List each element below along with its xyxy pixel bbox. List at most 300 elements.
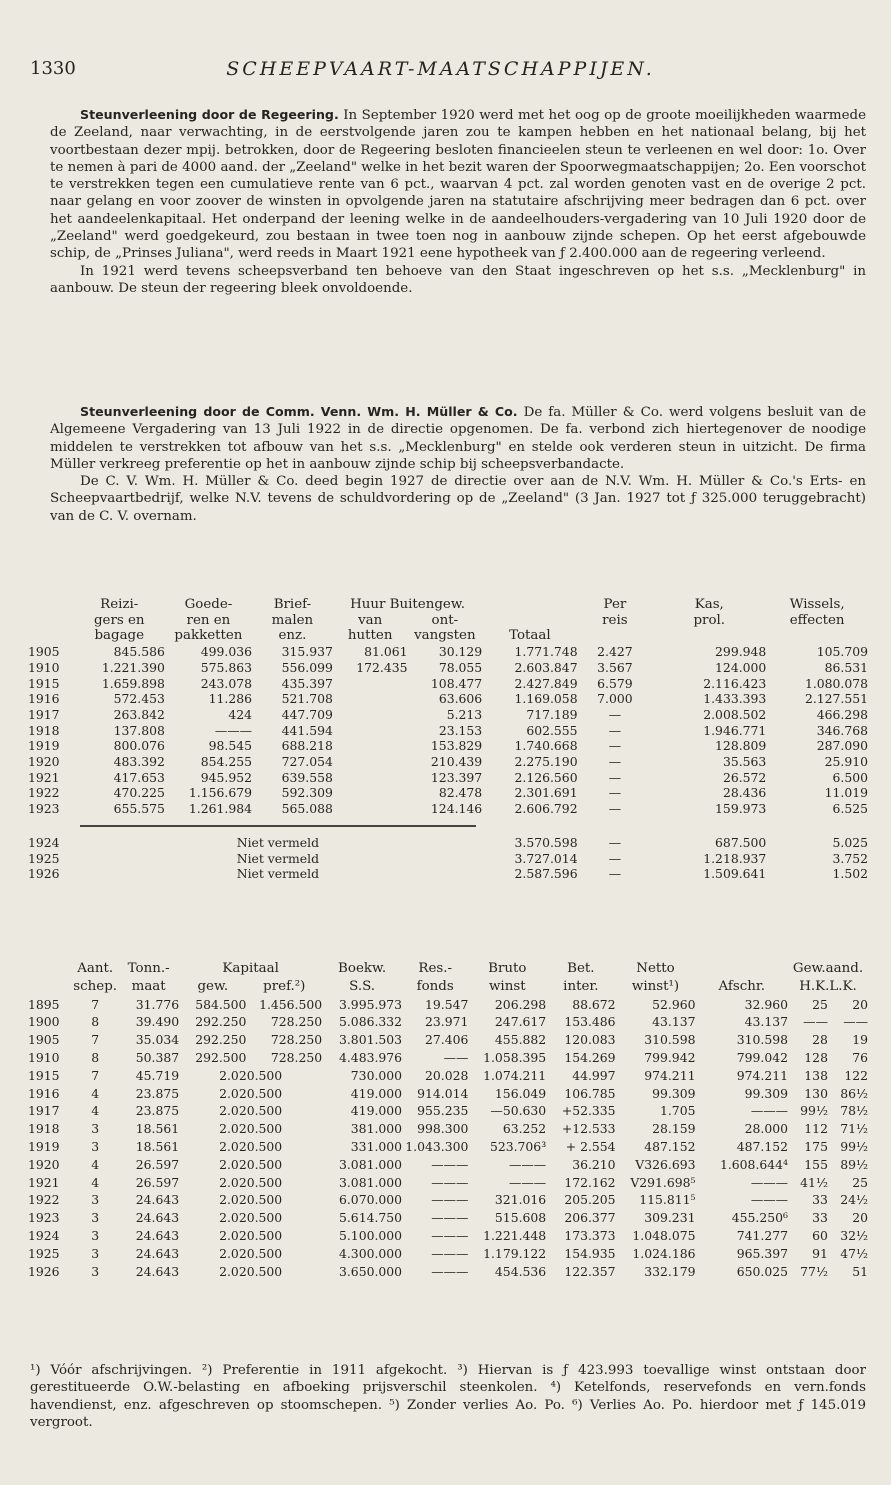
cell-reizigers: 1.659.898 xyxy=(101,675,165,691)
cell-reizigers: 845.586 xyxy=(113,644,165,660)
row-year: 1915 xyxy=(28,675,60,691)
cell-netto: 799.942 xyxy=(644,1049,696,1065)
cell-afschr: 650.025 xyxy=(736,1263,788,1279)
cell-tonn: 18.561 xyxy=(135,1138,180,1154)
cell-afschr: 487.152 xyxy=(736,1138,788,1154)
row-year: 1900 xyxy=(28,1014,60,1030)
cell-huur-buitengew: 82.478 xyxy=(438,785,483,801)
cell-bet: 122.357 xyxy=(564,1263,616,1279)
cell-aant: 3 xyxy=(91,1192,100,1208)
cell-kas: 1.218.937 xyxy=(703,850,767,866)
header-goederen-3: pakketten xyxy=(174,628,243,644)
cell-kap-gew: 2.020.500 xyxy=(219,1138,283,1154)
cell-res: ——— xyxy=(431,1192,469,1208)
cell-afschr: 43.137 xyxy=(744,1014,788,1030)
cell-res: 998.300 xyxy=(417,1121,469,1137)
header-afschr: Afschr. xyxy=(718,978,766,994)
row-year: 1926 xyxy=(28,1263,60,1279)
cell-gew-aand: 28 xyxy=(812,1032,828,1048)
cell-bruto: 1.221.448 xyxy=(483,1227,547,1243)
header-netto: Netto xyxy=(636,961,675,976)
cell-gew-aand: —— xyxy=(803,1014,828,1030)
cell-netto: 309.231 xyxy=(644,1210,696,1226)
cell-niet-vermeld: Niet vermeld xyxy=(236,850,320,866)
cell-tonn: 24.643 xyxy=(135,1245,180,1261)
cell-kas: 124.000 xyxy=(715,659,767,675)
cell-gew-aand: 25 xyxy=(812,996,828,1012)
cell-brieven: 435.397 xyxy=(281,675,333,691)
running-title: SCHEEPVAART-MAATSCHAPPIJEN. xyxy=(226,58,655,80)
cell-boekw: 730.000 xyxy=(350,1067,403,1083)
cell-kas: 2.116.423 xyxy=(703,675,767,691)
cell-aant: 4 xyxy=(91,1156,100,1172)
cell-kas: 35.563 xyxy=(722,754,767,770)
cell-hkl: 19 xyxy=(852,1032,868,1048)
cell-afschr: 1.608.644⁴ xyxy=(719,1156,788,1172)
cell-kap-gew: 2.020.500 xyxy=(219,1263,283,1279)
cell-goederen: ——— xyxy=(214,722,252,738)
cell-bet: +12.533 xyxy=(561,1121,616,1137)
header-wissels-2: effecten xyxy=(789,612,845,628)
cell-boekw: 419.000 xyxy=(350,1103,403,1119)
cell-aant: 3 xyxy=(91,1263,100,1279)
cell-totaal: 3.727.014 xyxy=(514,850,578,866)
cell-wissels: 6.500 xyxy=(832,769,868,785)
section-muller xyxy=(50,403,866,525)
header-kas-2: prol. xyxy=(693,612,726,628)
header-tonn: Tonn.- xyxy=(127,961,170,976)
cell-netto: V291.698⁵ xyxy=(630,1174,696,1190)
revenue-header-row-1 xyxy=(28,597,868,613)
cell-kap-gew: 292.500 xyxy=(195,1049,247,1065)
cell-wissels: 346.768 xyxy=(816,722,868,738)
cell-totaal: 1.740.668 xyxy=(514,738,578,754)
header-goederen-2: ren en xyxy=(186,612,231,628)
cell-kap-gew: 584.500 xyxy=(195,996,247,1012)
cell-bet: 154.935 xyxy=(564,1245,616,1261)
row-year: 1924 xyxy=(28,834,60,850)
cell-goederen: 1.261.984 xyxy=(188,801,252,817)
cell-kap-gew: 2.020.500 xyxy=(219,1174,283,1190)
cell-niet-vermeld: Niet vermeld xyxy=(236,866,320,882)
cell-kap-pref: 728.250 xyxy=(270,1014,323,1030)
cell-goederen: 945.952 xyxy=(200,769,252,785)
header-hkl: H.K.L.K. xyxy=(799,978,857,994)
cell-gew-aand: 112 xyxy=(804,1121,828,1137)
separator-rule xyxy=(80,825,477,827)
cell-boekw: 5.100.000 xyxy=(338,1227,403,1243)
cell-boekw: 3.081.000 xyxy=(338,1156,403,1172)
row-year: 1924 xyxy=(28,1227,60,1243)
cell-hkl: 99½ xyxy=(840,1138,868,1154)
row-year: 1905 xyxy=(28,1032,60,1048)
row-year: 1923 xyxy=(28,801,60,817)
cell-aant: 7 xyxy=(91,1032,100,1048)
cell-bet: +52.335 xyxy=(561,1103,616,1119)
row-year: 1916 xyxy=(28,1085,60,1101)
cell-hkl: 122 xyxy=(844,1067,868,1083)
cell-goederen: 11.286 xyxy=(208,691,252,707)
header-huur: Huur Buitengew. xyxy=(350,597,465,612)
cell-brieven: 688.218 xyxy=(281,738,333,754)
table-row xyxy=(28,676,868,692)
financial-table xyxy=(28,960,868,1280)
cell-res: 20.028 xyxy=(425,1067,469,1083)
table-row xyxy=(28,691,868,707)
row-year: 1926 xyxy=(28,866,60,882)
cell-per-reis: — xyxy=(608,769,622,785)
header-ont: ont- xyxy=(431,612,459,628)
table-row xyxy=(28,770,868,786)
section-regeering xyxy=(50,106,866,297)
cell-per-reis: 7.000 xyxy=(597,691,633,707)
table-row xyxy=(28,1227,868,1245)
cell-netto: 28.159 xyxy=(652,1121,696,1137)
table-row xyxy=(28,644,868,660)
cell-goederen: 499.036 xyxy=(200,644,252,660)
cell-brieven: 727.054 xyxy=(281,754,333,770)
cell-per-reis: 3.567 xyxy=(597,659,633,675)
table-row xyxy=(28,707,868,723)
table-row xyxy=(28,660,868,676)
cell-per-reis: — xyxy=(608,801,622,817)
cell-totaal: 2.587.596 xyxy=(514,866,578,882)
cell-hkl: 86½ xyxy=(840,1085,868,1101)
table-row xyxy=(28,1156,868,1174)
cell-kap-gew: 2.020.500 xyxy=(219,1245,283,1261)
header-per-2: reis xyxy=(602,612,628,628)
cell-bruto: 321.016 xyxy=(494,1192,547,1208)
header-totaal: Totaal xyxy=(509,628,551,644)
header-gew: gew. xyxy=(197,978,229,994)
cell-goederen: 424 xyxy=(228,706,252,722)
cell-wissels: 6.525 xyxy=(832,801,868,817)
cell-bruto: 63.252 xyxy=(502,1121,547,1137)
cell-tonn: 18.561 xyxy=(135,1121,180,1137)
cell-bet: 173.373 xyxy=(564,1227,616,1243)
cell-brieven: 592.309 xyxy=(281,785,333,801)
cell-tonn: 24.643 xyxy=(135,1263,180,1279)
section-text-regeering: In September 1920 werd met het oog op de groote moeilijkheden waarmede de Zeeland, naar verwachting, in de eerstvolgende jaren zou te kampen hebben en het nationaal belang, bij het voortbestaan dezer mpij. betrokken, door de Regeering besloten financieelen steun te verleenen en wel door: 1o. Over te nemen à pari de 4000 aand. der „Zeeland" welke in het bezit waren der Spoorwegmaatschappijen; 2o. Een voorschot te verstrekken tegen een cumulatieve rente van 6 pct., waarvan 4 pct. zal worden genoten vast en de overige 2 pct. naar gelang en voor zoover de winsten in opvolgende jaren na statutaire afschrijving meer bedragen dan 6 pct. over het aandeelenkapitaal. Het onderpand der leening welke in de aandeelhouders-vergadering van 10 Juli 1920 door de „Zeeland" werd goedgekeurd, zou bestaan in twee toen nog in aanbouw zijnde schepen. Op het eerst afgebouwde schip, de „Prinses Juliana", werd reeds in Maart 1921 eene hypotheek van ƒ 2.400.000 aan de regeering verleend. xyxy=(50,108,866,262)
cell-boekw: 4.300.000 xyxy=(338,1245,403,1261)
header-gew-aand: Gew.aand. xyxy=(792,961,864,976)
row-year: 1917 xyxy=(28,1103,60,1119)
cell-bruto: 247.617 xyxy=(494,1014,547,1030)
cell-gew-aand: 128 xyxy=(804,1049,828,1065)
cell-kap-pref: 728.250 xyxy=(270,1032,323,1048)
cell-boekw: 3.650.000 xyxy=(338,1263,403,1279)
cell-boekw: 3.995.973 xyxy=(338,996,403,1012)
table-row xyxy=(28,1138,868,1156)
cell-hkl: 71½ xyxy=(840,1121,868,1137)
cell-totaal: 2.301.691 xyxy=(514,785,578,801)
cell-boekw: 3.801.503 xyxy=(338,1032,403,1048)
cell-boekw: 4.483.976 xyxy=(338,1049,403,1065)
cell-kap-gew: 292.250 xyxy=(195,1014,247,1030)
cell-netto: V326.693 xyxy=(635,1156,696,1172)
cell-goederen: 1.156.679 xyxy=(188,785,252,801)
cell-bet: + 2.554 xyxy=(565,1138,616,1154)
cell-tonn: 35.034 xyxy=(135,1032,180,1048)
cell-hkl: 51 xyxy=(852,1263,868,1279)
row-year: 1905 xyxy=(28,644,60,660)
table-row xyxy=(28,754,868,770)
header-tonn-2: maat xyxy=(131,978,166,994)
cell-tonn: 45.719 xyxy=(135,1067,180,1083)
cell-res: 27.406 xyxy=(425,1032,469,1048)
cell-per-reis: — xyxy=(608,866,622,882)
table-row xyxy=(28,1120,868,1138)
cell-gew-aand: 130 xyxy=(804,1085,828,1101)
cell-bruto: 1.074.211 xyxy=(483,1067,547,1083)
cell-kas: 687.500 xyxy=(715,834,767,850)
cell-totaal: 2.126.560 xyxy=(514,769,578,785)
cell-per-reis: — xyxy=(608,850,622,866)
section-text-muller: De fa. Müller & Co. werd volgens besluit van de Algemeene Vergadering van 13 Juli 1922 in de directie opgenomen. De fa. verbond zich hiertegenover de noodige middelen te verstrekken tot afbouw van het s.s. „Mecklenburg" en stelde ook verderen steun in uitzicht. De firma Müller verkreeg preferentie op het in aanbouw zijnde schip bij scheepsverbandacte. xyxy=(50,405,866,472)
cell-aant: 3 xyxy=(91,1121,100,1137)
table-row xyxy=(28,851,868,867)
cell-per-reis: — xyxy=(608,706,622,722)
cell-kas: 159.973 xyxy=(715,801,767,817)
cell-goederen: 243.078 xyxy=(200,675,252,691)
table-row xyxy=(28,1102,868,1120)
cell-res: 19.547 xyxy=(425,996,469,1012)
table-row xyxy=(28,1049,868,1067)
table-row xyxy=(28,1013,868,1031)
cell-kap-gew: 2.020.500 xyxy=(219,1227,283,1243)
section-heading-regeering: Steunverleening door de Regeering. xyxy=(80,107,339,122)
cell-huur: 172.435 xyxy=(356,659,408,675)
cell-tonn: 26.597 xyxy=(135,1156,180,1172)
cell-buitengew: 30.129 xyxy=(438,644,483,660)
revenue-header-row-2 xyxy=(28,613,868,629)
cell-per-reis: 2.427 xyxy=(597,644,633,660)
cell-netto: 974.211 xyxy=(644,1067,696,1083)
cell-netto: 487.152 xyxy=(644,1138,696,1154)
cell-boekw: 6.070.000 xyxy=(338,1192,403,1208)
cell-per-reis: — xyxy=(608,738,622,754)
cell-brieven: 447.709 xyxy=(281,706,333,722)
cell-bet: 120.083 xyxy=(564,1032,616,1048)
cell-totaal: 1.771.748 xyxy=(514,644,578,660)
row-year: 1910 xyxy=(28,1049,60,1065)
header-aant-2: schep. xyxy=(73,978,118,994)
row-year: 1921 xyxy=(28,1174,60,1190)
cell-wissels: 11.019 xyxy=(824,785,868,801)
cell-afschr: ——— xyxy=(750,1103,788,1119)
cell-afschr: 974.211 xyxy=(736,1067,788,1083)
cell-hkl: 24½ xyxy=(840,1192,868,1208)
cell-netto: 43.137 xyxy=(652,1014,696,1030)
table-row xyxy=(28,785,868,801)
cell-res: ——— xyxy=(431,1245,469,1261)
cell-res: 1.043.300 xyxy=(405,1138,469,1154)
table-row xyxy=(28,1191,868,1209)
header-pref: pref.²) xyxy=(263,978,306,994)
cell-bruto: 206.298 xyxy=(494,996,547,1012)
cell-bet: 153.486 xyxy=(564,1014,616,1030)
cell-tonn: 26.597 xyxy=(135,1174,180,1190)
header-bet: Bet. xyxy=(567,961,595,976)
table-row xyxy=(28,1245,868,1263)
cell-reizigers: 417.653 xyxy=(113,769,165,785)
cell-kas: 2.008.502 xyxy=(703,706,767,722)
row-year: 1917 xyxy=(28,706,60,722)
cell-kas: 299.948 xyxy=(715,644,767,660)
cell-wissels: 466.298 xyxy=(816,706,868,722)
row-year: 1922 xyxy=(28,785,60,801)
cell-reizigers: 800.076 xyxy=(113,738,165,754)
header-goederen: Goede- xyxy=(184,597,233,612)
header-kas: Kas, xyxy=(694,597,724,612)
header-boekw-2: S.S. xyxy=(349,978,376,994)
financial-header-row-1 xyxy=(28,960,868,978)
cell-bruto: 515.608 xyxy=(494,1210,547,1226)
table-row xyxy=(28,1085,868,1103)
cell-tonn: 23.875 xyxy=(135,1103,180,1119)
cell-kap-gew: 292.250 xyxy=(195,1032,247,1048)
table-row xyxy=(28,996,868,1014)
cell-res: ——— xyxy=(431,1227,469,1243)
cell-tonn: 50.387 xyxy=(135,1049,180,1065)
cell-bet: 44.997 xyxy=(572,1067,616,1083)
cell-aant: 3 xyxy=(91,1210,100,1226)
cell-tonn: 24.643 xyxy=(135,1227,180,1243)
section-text-muller-2: De C. V. Wm. H. Müller & Co. deed begin 1927 de directie over aan de N.V. Wm. H. Müller & Co.'s Erts- en Scheepvaartbedrijf, welke N.V. tevens de schuldvordering op de „Zeeland" (3 Jan. 1927 tot ƒ 325.000 teruggebracht) van de C. V. overnam. xyxy=(50,474,866,524)
revenue-header-row-3 xyxy=(28,628,868,644)
cell-bet: 88.672 xyxy=(572,996,616,1012)
cell-totaal: 3.570.598 xyxy=(514,834,578,850)
cell-reizigers: 572.453 xyxy=(113,691,165,707)
cell-aant: 3 xyxy=(91,1245,100,1261)
row-year: 1919 xyxy=(28,738,60,754)
row-year: 1918 xyxy=(28,1121,60,1137)
page-header xyxy=(30,58,851,88)
cell-huur: 81.061 xyxy=(364,644,408,660)
cell-goederen: 854.255 xyxy=(200,754,252,770)
header-boekw: Boekw. xyxy=(338,961,387,976)
cell-kap-gew: 2.020.500 xyxy=(219,1085,283,1101)
cell-hkl: —— xyxy=(843,1014,868,1030)
cell-brieven: 556.099 xyxy=(281,659,333,675)
cell-kap-pref: 728.250 xyxy=(270,1049,323,1065)
cell-res: —— xyxy=(443,1049,469,1065)
cell-aant: 7 xyxy=(91,1067,100,1083)
row-year: 1918 xyxy=(28,722,60,738)
cell-hkl: 47½ xyxy=(840,1245,868,1261)
cell-aant: 3 xyxy=(91,1227,100,1243)
cell-kap-gew: 2.020.500 xyxy=(219,1192,283,1208)
cell-bruto: ——— xyxy=(509,1174,547,1190)
cell-gew-aand: 155 xyxy=(804,1156,828,1172)
cell-res: 914.014 xyxy=(417,1085,469,1101)
header-bet-2: inter. xyxy=(563,978,599,994)
cell-res: ——— xyxy=(431,1263,469,1279)
cell-aant: 3 xyxy=(91,1138,100,1154)
cell-kap-gew: 2.020.500 xyxy=(219,1121,283,1137)
cell-bruto: —50.630 xyxy=(490,1103,547,1119)
cell-totaal: 2.427.849 xyxy=(514,675,578,691)
cell-gew-aand: 138 xyxy=(804,1067,828,1083)
cell-bruto: 1.058.395 xyxy=(483,1049,547,1065)
header-van-2: hutten xyxy=(347,628,393,644)
header-wissels: Wissels, xyxy=(789,597,845,612)
cell-boekw: 5.086.332 xyxy=(338,1014,403,1030)
row-year: 1921 xyxy=(28,769,60,785)
cell-res: 23.971 xyxy=(425,1014,469,1030)
header-bruto: Bruto xyxy=(488,961,527,976)
row-year: 1923 xyxy=(28,1210,60,1226)
row-year: 1920 xyxy=(28,1156,60,1172)
cell-huur-buitengew: 124.146 xyxy=(430,801,483,817)
cell-kap-gew: 2.020.500 xyxy=(219,1210,283,1226)
revenue-table-later xyxy=(28,835,868,882)
cell-brieven: 639.558 xyxy=(281,769,333,785)
cell-kap-gew: 2.020.500 xyxy=(219,1156,283,1172)
cell-gew-aand: 99½ xyxy=(800,1103,828,1119)
cell-bet: 172.162 xyxy=(564,1174,616,1190)
cell-huur-buitengew: 63.606 xyxy=(438,691,483,707)
cell-wissels: 287.090 xyxy=(816,738,868,754)
cell-aant: 8 xyxy=(91,1049,100,1065)
cell-res: 955.235 xyxy=(417,1103,469,1119)
header-res: Res.- xyxy=(418,961,453,976)
cell-afschr: 28.000 xyxy=(744,1121,788,1137)
cell-reizigers: 137.808 xyxy=(113,722,165,738)
cell-gew-aand: 60 xyxy=(812,1227,828,1243)
cell-hkl: 78½ xyxy=(840,1103,868,1119)
table-row xyxy=(28,723,868,739)
row-year: 1925 xyxy=(28,1245,60,1261)
cell-goederen: 575.863 xyxy=(200,659,252,675)
header-aant: Aant. xyxy=(77,961,114,976)
header-brieven-3: enz. xyxy=(278,628,307,644)
cell-kas: 128.809 xyxy=(715,738,767,754)
cell-tonn: 23.875 xyxy=(135,1085,180,1101)
cell-brieven: 521.708 xyxy=(281,691,333,707)
header-ont-2: vangsten xyxy=(414,628,476,644)
cell-wissels: 1.080.078 xyxy=(804,675,868,691)
cell-bruto: 1.179.122 xyxy=(483,1245,547,1261)
cell-aant: 4 xyxy=(91,1174,100,1190)
cell-bruto: 156.049 xyxy=(494,1085,547,1101)
cell-boekw: 5.614.750 xyxy=(338,1210,403,1226)
cell-afschr: ——— xyxy=(750,1174,788,1190)
cell-bet: 106.785 xyxy=(564,1085,616,1101)
revenue-table-body xyxy=(28,644,868,817)
cell-wissels: 2.127.551 xyxy=(804,691,868,707)
cell-tonn: 31.776 xyxy=(135,996,180,1012)
table-row xyxy=(28,835,868,851)
cell-aant: 8 xyxy=(91,1014,100,1030)
header-van: van xyxy=(358,612,383,628)
cell-huur-buitengew: 153.829 xyxy=(430,738,483,754)
cell-hkl: 25 xyxy=(852,1174,868,1190)
cell-aant: 4 xyxy=(91,1103,100,1119)
cell-kap-gew: 2.020.500 xyxy=(219,1103,283,1119)
cell-kas: 26.572 xyxy=(722,769,767,785)
cell-bet: 206.377 xyxy=(564,1210,616,1226)
cell-boekw: 331.000 xyxy=(350,1138,403,1154)
cell-aant: 7 xyxy=(91,996,100,1012)
cell-gew-aand: 33 xyxy=(812,1210,828,1226)
cell-huur-buitengew: 210.439 xyxy=(430,754,483,770)
cell-reizigers: 263.842 xyxy=(113,706,165,722)
cell-netto: 1.048.075 xyxy=(632,1227,696,1243)
cell-brieven: 441.594 xyxy=(281,722,333,738)
cell-res: ——— xyxy=(431,1210,469,1226)
cell-kas: 1.433.393 xyxy=(703,691,767,707)
